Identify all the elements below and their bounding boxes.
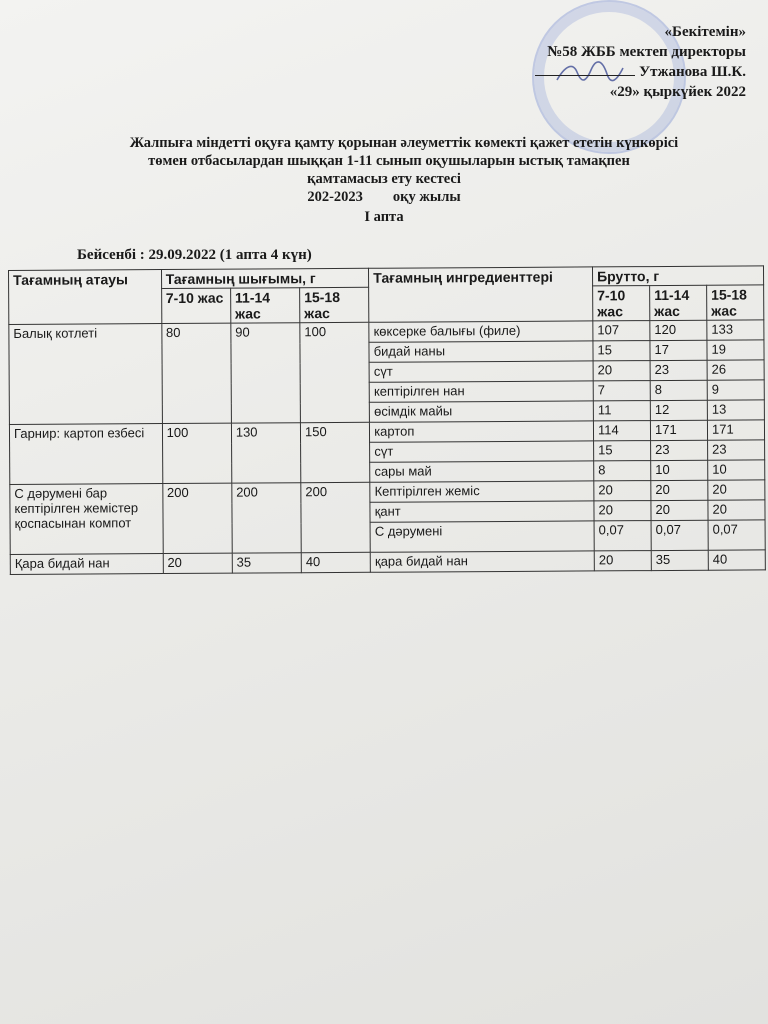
header-gross-age-11-14: 11-14 жас bbox=[650, 285, 707, 320]
title-line-2: төмен отбасылардан шыққан 1-11 сынып оқушыларын ыстық тамақпен bbox=[148, 153, 630, 169]
ingredient-name: бидай наны bbox=[369, 341, 593, 362]
gross-value: 11 bbox=[593, 401, 650, 421]
dish-yield: 200 bbox=[162, 483, 232, 553]
approval-block bbox=[535, 22, 746, 102]
gross-value: 114 bbox=[593, 421, 650, 441]
gross-value: 120 bbox=[650, 320, 707, 340]
gross-value: 20 bbox=[708, 480, 765, 500]
dish-yield: 40 bbox=[301, 552, 370, 572]
title-line-3: қамтамасыз ету кестесі bbox=[307, 171, 461, 187]
gross-value: 35 bbox=[651, 550, 708, 570]
gross-value: 23 bbox=[651, 440, 708, 460]
dish-yield: 35 bbox=[232, 553, 301, 573]
header-yield-age-7-10: 7-10 жас bbox=[161, 288, 230, 323]
approval-name: Утжанова Ш.К. bbox=[639, 64, 746, 80]
gross-value: 0,07 bbox=[594, 521, 651, 551]
dish-yield: 20 bbox=[163, 553, 232, 573]
gross-value: 133 bbox=[707, 320, 764, 340]
dish-name: Балық котлеті bbox=[9, 324, 162, 425]
gross-value: 10 bbox=[708, 460, 765, 480]
gross-value: 20 bbox=[651, 500, 708, 520]
title-line-1: Жалпыға міндетті оқуға қамту қорынан әлеуметтік көмекті қажет ететін күнкөрісі bbox=[129, 135, 679, 151]
ingredient-name: сары май bbox=[370, 461, 594, 482]
header-dish-name: Тағамның атауы bbox=[9, 270, 162, 325]
dish-yield: 200 bbox=[232, 483, 302, 553]
day-date: Бейсенбі : 29.09.2022 (1 апта 4 күн) bbox=[77, 247, 312, 263]
gross-value: 0,07 bbox=[651, 520, 708, 550]
gross-value: 15 bbox=[594, 441, 651, 461]
dish-yield: 80 bbox=[161, 323, 231, 423]
week-label: І апта bbox=[364, 209, 404, 225]
gross-value: 13 bbox=[707, 400, 764, 420]
header-gross-age-7-10: 7-10 жас bbox=[593, 286, 650, 321]
document-title bbox=[0, 134, 768, 226]
dish-yield: 200 bbox=[301, 482, 371, 552]
academic-year-label: оқу жылы bbox=[392, 189, 461, 205]
dish-yield: 150 bbox=[300, 422, 370, 482]
gross-value: 8 bbox=[650, 380, 707, 400]
ingredient-name: көксерке балығы (филе) bbox=[369, 321, 593, 342]
gross-value: 0,07 bbox=[708, 520, 765, 550]
approval-position: №58 ЖББ мектеп директоры bbox=[547, 44, 746, 60]
gross-value: 20 bbox=[594, 551, 651, 571]
gross-value: 7 bbox=[593, 381, 650, 401]
signature-line bbox=[535, 75, 635, 76]
gross-value: 20 bbox=[594, 481, 651, 501]
header-gross-age-15-18: 15-18 жас bbox=[707, 285, 764, 320]
ingredient-name: өсімдік майы bbox=[370, 401, 594, 422]
gross-value: 107 bbox=[593, 321, 650, 341]
gross-value: 23 bbox=[650, 360, 707, 380]
dish-yield: 130 bbox=[231, 423, 301, 483]
ingredient-name: қант bbox=[370, 501, 594, 522]
gross-value: 20 bbox=[708, 500, 765, 520]
approval-title: «Бекітемін» bbox=[664, 24, 746, 40]
gross-value: 8 bbox=[594, 461, 651, 481]
ingredient-name: Кептірілген жеміс bbox=[370, 481, 594, 502]
ingredient-name: картоп bbox=[370, 421, 594, 442]
academic-year: 202-2023 bbox=[307, 189, 363, 205]
approval-date: «29» қыркүйек 2022 bbox=[609, 84, 746, 100]
header-yield-age-15-18: 15-18 жас bbox=[300, 287, 369, 322]
gross-value: 12 bbox=[650, 400, 707, 420]
dish-yield: 100 bbox=[162, 423, 232, 483]
gross-value: 15 bbox=[593, 341, 650, 361]
header-gross: Брутто, г bbox=[593, 266, 764, 286]
gross-value: 171 bbox=[650, 420, 707, 440]
menu-table bbox=[8, 265, 766, 575]
gross-value: 40 bbox=[708, 550, 765, 570]
gross-value: 20 bbox=[593, 361, 650, 381]
gross-value: 20 bbox=[651, 480, 708, 500]
header-yield-age-11-14: 11-14 жас bbox=[230, 288, 299, 323]
gross-value: 19 bbox=[707, 340, 764, 360]
gross-value: 20 bbox=[594, 501, 651, 521]
header-yield: Тағамның шығымы, г bbox=[161, 268, 369, 288]
ingredient-name: сүт bbox=[369, 361, 593, 382]
gross-value: 9 bbox=[707, 380, 764, 400]
gross-value: 17 bbox=[650, 340, 707, 360]
ingredient-name: С дәрумені bbox=[370, 521, 594, 552]
dish-yield: 100 bbox=[300, 322, 370, 422]
gross-value: 23 bbox=[708, 440, 765, 460]
ingredient-name: кептірілген нан bbox=[369, 381, 593, 402]
dish-name: С дәрумені бар кептірілген жемістер қоспасынан компот bbox=[10, 484, 163, 555]
table-row bbox=[10, 550, 765, 575]
gross-value: 171 bbox=[707, 420, 764, 440]
dish-yield: 90 bbox=[231, 323, 301, 423]
ingredient-name: сүт bbox=[370, 441, 594, 462]
header-ingredients: Тағамның ингредиенттері bbox=[369, 267, 593, 322]
gross-value: 10 bbox=[651, 460, 708, 480]
ingredient-name: қара бидай нан bbox=[370, 551, 594, 572]
dish-name: Гарнир: картоп езбесі bbox=[9, 424, 162, 485]
gross-value: 26 bbox=[707, 360, 764, 380]
dish-name: Қара бидай нан bbox=[10, 554, 163, 575]
